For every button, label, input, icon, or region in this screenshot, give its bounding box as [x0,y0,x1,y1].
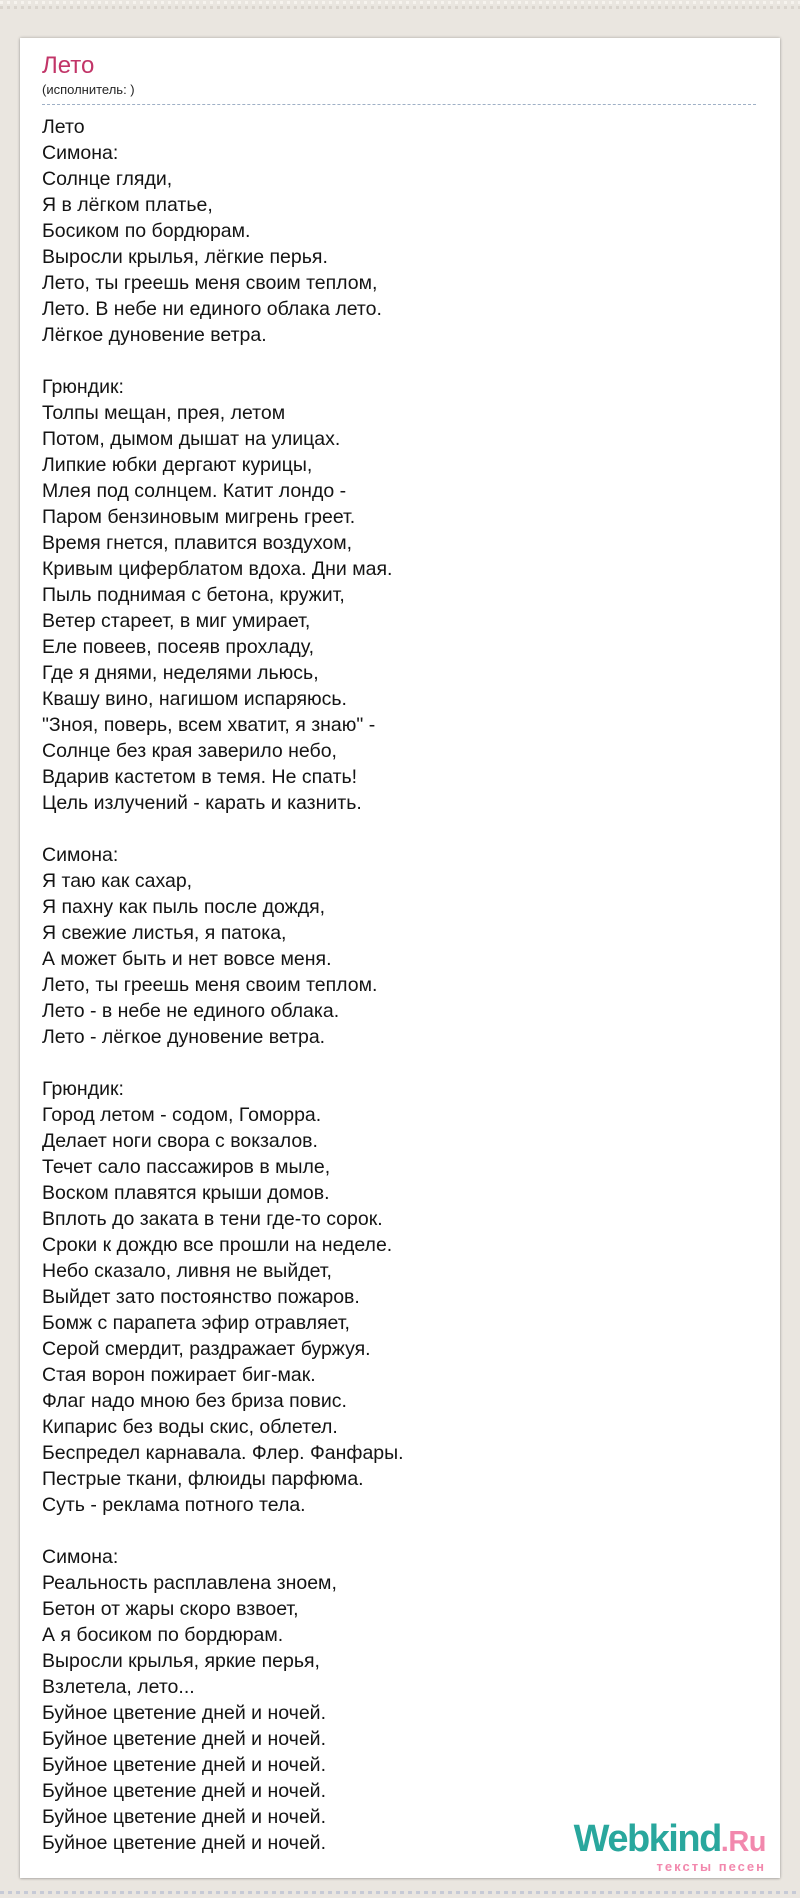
lyric-line: Толпы мещан, прея, летом [42,402,286,424]
lyric-line: Солнце без края заверило небо, [42,740,337,762]
lyric-line: Лето. В небе ни единого облака лето. [42,298,382,320]
lyric-line: Потом, дымом дышат на улицах. [42,428,341,450]
top-stitch-texture-light [0,1,800,4]
webkind-logo[interactable] [574,1820,766,1873]
lyrics-card [20,38,780,1878]
lyric-line: Я пахну как пыль после дождя, [42,896,326,918]
lyric-line: Город летом - содом, Гоморра. [42,1104,322,1126]
stanza-gap [42,1050,756,1076]
lyric-line: Солнце гляди, [42,168,173,190]
lyric-line: А может быть и нет вовсе меня. [42,948,332,970]
lyric-line: Лето, ты греешь меня своим теплом. [42,974,378,996]
logo-suffix-text: .Ru [720,1826,766,1858]
stanza-gap [42,348,756,374]
lyric-line: Буйное цветение дней и ночей. [42,1728,326,1750]
bottom-stitch-texture [0,1891,800,1894]
lyric-line: Беспредел карнавала. Флер. Фанфары. [42,1442,404,1464]
lyric-line: Серой смердит, раздражает буржуя. [42,1338,371,1360]
lyric-line: Ветер стареет, в миг умирает, [42,610,311,632]
lyric-line: Вдарив кастетом в темя. Не спать! [42,766,358,788]
lyric-line: Бомж с парапета эфир отравляет, [42,1312,350,1334]
lyric-line: Воском плавятся крыши домов. [42,1182,330,1204]
lyric-line: Лето - лёгкое дуновение ветра. [42,1026,326,1048]
lyric-line: Лето, ты греешь меня своим теплом, [42,272,378,294]
lyric-line: Босиком по бордюрам. [42,220,251,242]
lyric-line: Вплоть до заката в тени где-то сорок. [42,1208,383,1230]
logo-main-text: Webkind [573,1818,721,1860]
lyric-line: Суть - реклама потного тела. [42,1494,306,1516]
lyric-line: Буйное цветение дней и ночей. [42,1806,326,1828]
artist-label: (исполнитель: ) [42,82,756,105]
lyric-line: Лёгкое дуновение ветра. [42,324,267,346]
lyric-line: А я босиком по бордюрам. [42,1624,284,1646]
lyric-line: Флаг надо мною без бриза повис. [42,1390,347,1412]
lyric-line: Еле повеев, посеяв прохладу, [42,636,315,658]
lyric-line: Симона: [42,1546,119,1568]
logo-tagline: тексты песен [656,1859,766,1874]
lyric-line: Пыль поднимая с бетона, кружит, [42,584,345,606]
lyric-line: Выросли крылья, лёгкие перья. [42,246,328,268]
lyric-line: Буйное цветение дней и ночей. [42,1832,326,1854]
lyric-line: Буйное цветение дней и ночей. [42,1702,326,1724]
lyric-line: Паром бензиновым мигрень греет. [42,506,356,528]
lyric-line: Лето - в небе не единого облака. [42,1000,340,1022]
lyric-line: Пестрые ткани, флюиды парфюма. [42,1468,364,1490]
lyric-line: Лето [42,116,85,138]
lyric-line: Стая ворон пожирает биг-мак. [42,1364,316,1386]
lyric-line: Буйное цветение дней и ночей. [42,1780,326,1802]
lyric-line: Где я днями, неделями льюсь, [42,662,319,684]
stanza-gap [42,1518,756,1544]
lyric-line: Делает ноги свора с вокзалов. [42,1130,318,1152]
lyric-line: Буйное цветение дней и ночей. [42,1754,326,1776]
lyric-line: Кривым циферблатом вдоха. Дни мая. [42,558,393,580]
lyric-line: Симона: [42,844,119,866]
lyric-line: Время гнется, плавится воздухом, [42,532,353,554]
page-title: Лето [42,52,95,79]
lyric-line: Я свежие листья, я патока, [42,922,287,944]
lyric-line: Квашу вино, нагишом испаряюсь. [42,688,347,710]
stanza-gap [42,816,756,842]
lyric-line: Течет сало пассажиров в мыле, [42,1156,331,1178]
lyric-line: Небо сказало, ливня не выйдет, [42,1260,332,1282]
top-stitch-texture-dark [0,6,800,9]
lyric-line: Липкие юбки дергают курицы, [42,454,313,476]
lyric-line: Выйдет зато постоянство пожаров. [42,1286,360,1308]
lyric-line: Я таю как сахар, [42,870,193,892]
lyric-line: Кипарис без воды скис, облетел. [42,1416,338,1438]
lyric-line: Грюндик: [42,1078,124,1100]
lyric-line: Я в лёгком платье, [42,194,213,216]
lyric-line: Выросли крылья, яркие перья, [42,1650,320,1672]
lyric-line: Грюндик: [42,376,124,398]
lyric-line: Взлетела, лето... [42,1676,195,1698]
lyrics-text [42,114,756,1856]
lyric-line: Симона: [42,142,119,164]
lyric-line: Реальность расплавлена зноем, [42,1572,337,1594]
lyric-line: "Зноя, поверь, всем хватит, я знаю" - [42,714,376,736]
lyric-line: Млея под солнцем. Катит лондо - [42,480,347,502]
lyric-line: Бетон от жары скоро взвоет, [42,1598,299,1620]
lyric-line: Сроки к дождю все прошли на неделе. [42,1234,393,1256]
lyric-line: Цель излучений - карать и казнить. [42,792,362,814]
